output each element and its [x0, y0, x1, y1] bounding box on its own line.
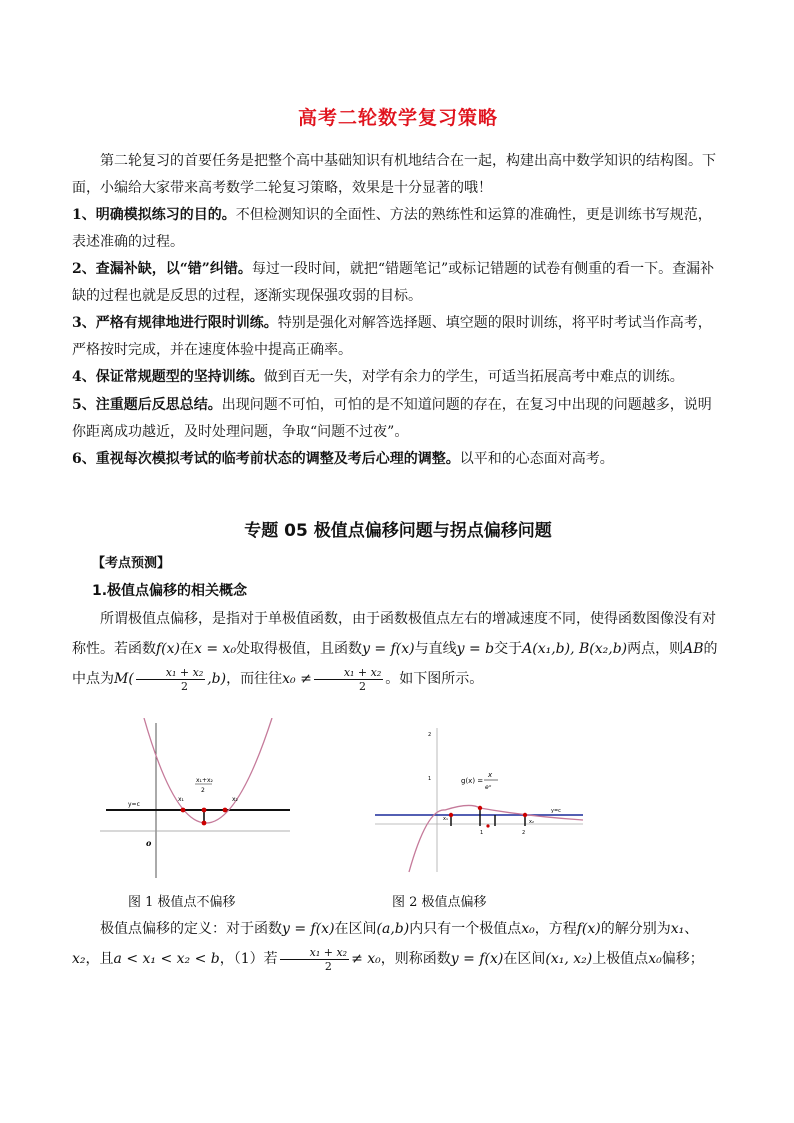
figure-1-graph — [100, 718, 290, 878]
list-item — [72, 256, 724, 310]
page-title: 高考二轮数学复习策略 — [297, 107, 498, 129]
figure-2-graph — [375, 722, 585, 874]
item-text: 出现问题不可怕，可怕的是不知道问题的存在，在复习中出现的问题越多，说明你距离成功越近，及时处理问题，争取“问题不过夜”。 — [72, 397, 712, 440]
svg-text:g(x) =: g(x) = — [461, 777, 484, 785]
svg-text:x: x — [488, 771, 493, 779]
list-item — [72, 310, 724, 364]
svg-text:o: o — [146, 838, 152, 848]
figure-1-caption: 图 1 极值点不偏移 — [128, 895, 236, 910]
section-title: 专题 05 极值点偏移问题与拐点偏移问题 — [244, 521, 552, 541]
svg-text:x₁: x₁ — [178, 796, 184, 803]
fraction: $\frac{\text{x₁ + x₂}}{2}$ — [136, 666, 205, 693]
svg-text:1: 1 — [428, 776, 432, 782]
fraction: $\frac{\text{x₁ + x₂}}{2}$ — [280, 946, 349, 973]
svg-text:eˣ: eˣ — [485, 784, 492, 791]
item-heading: 3、严格有规律地进行限时训练。 — [72, 315, 278, 331]
yc-label: y=c — [128, 801, 140, 808]
section-tag: 【考点预测】 — [92, 556, 171, 571]
svg-text:2: 2 — [201, 787, 205, 794]
subsection-title: 1.极值点偏移的相关概念 — [92, 583, 248, 599]
item-heading: 4、保证常规题型的坚持训练。 — [72, 369, 264, 385]
item-text: 做到百无一失，对学有余力的学生，可适当拓展高考中难点的训练。 — [263, 369, 684, 385]
list-item — [72, 202, 724, 256]
fraction: $\frac{\text{x₁ + x₂}}{2}$ — [314, 666, 383, 693]
svg-text:2: 2 — [522, 830, 526, 836]
item-text: 特别是强化对解答选择题、填空题的限时训练，将平时考试当作高考，严格按时完成，并在速度体验中提高正确率。 — [72, 315, 712, 358]
svg-text:x₂: x₂ — [232, 796, 238, 803]
svg-text:y=c: y=c — [551, 808, 561, 814]
intro-paragraph: 第二轮复习的首要任务是把整个高中基础知识有机地结合在一起，构建出高中数学知识的结构图。下面，小编给大家带来高考数学二轮复习策略，效果是十分显著的哦！ — [72, 153, 716, 196]
list-item — [72, 392, 724, 446]
item-text: 以平和的心态面对高考。 — [459, 451, 614, 467]
list-item — [72, 446, 724, 473]
item-heading: 6、重视每次模拟考试的临考前状态的调整及考后心理的调整。 — [72, 451, 460, 467]
concept-paragraph: 所谓极值点偏移，是指对于单极值函数，由于函数极值点左右的增减速度不同，使得函数图像没有对称性。若函数f(x)在x = x₀处取得极值，且函数y = f(x)与直线y = b交于A(x₁,b), B(x₂,b)两点，则AB的中点为M( $\frac{\text{x₁ + x₂}}{2}$ ,b)，而往往x₀ ≠ $\frac{\text{x₁ + x₂}}{2}$ 。如下图所示。 — [72, 611, 718, 693]
svg-text:1: 1 — [480, 830, 484, 836]
item-heading: 1、明确模拟练习的目的。 — [72, 207, 236, 223]
figure-2-caption: 图 2 极值点偏移 — [392, 895, 487, 910]
item-text: 每过一段时间，就把“错题笔记”或标记错题的试卷有侧重的看一下。查漏补缺的过程也就是反思的过程，逐渐实现保强攻弱的目标。 — [72, 261, 715, 304]
list-item — [72, 364, 724, 391]
svg-text:x₁+x₂: x₁+x₂ — [196, 777, 213, 784]
svg-text:x₁: x₁ — [443, 816, 448, 822]
item-heading: 2、查漏补缺，以“错”纠错。 — [72, 261, 252, 277]
item-text: 不但检测知识的全面性、方法的熟练性和运算的准确性，更是训练书写规范，表述准确的过程。 — [72, 207, 712, 250]
svg-text:x₂: x₂ — [529, 819, 534, 825]
definition-paragraph: 极值点偏移的定义：对于函数y = f(x)在区间(a,b)内只有一个极值点x₀，方程f(x)的解分别为x₁、x₂，且a < x₁ < x₂ < b，（1）若 $\frac{\text{x₁ + x₂}}{2}$ ≠ x₀，则称函数y = f(x)在区间(x₁, x₂)上极值点x₀偏移； — [72, 921, 704, 973]
svg-text:2: 2 — [428, 732, 432, 738]
item-heading: 5、注重题后反思总结。 — [72, 397, 222, 413]
